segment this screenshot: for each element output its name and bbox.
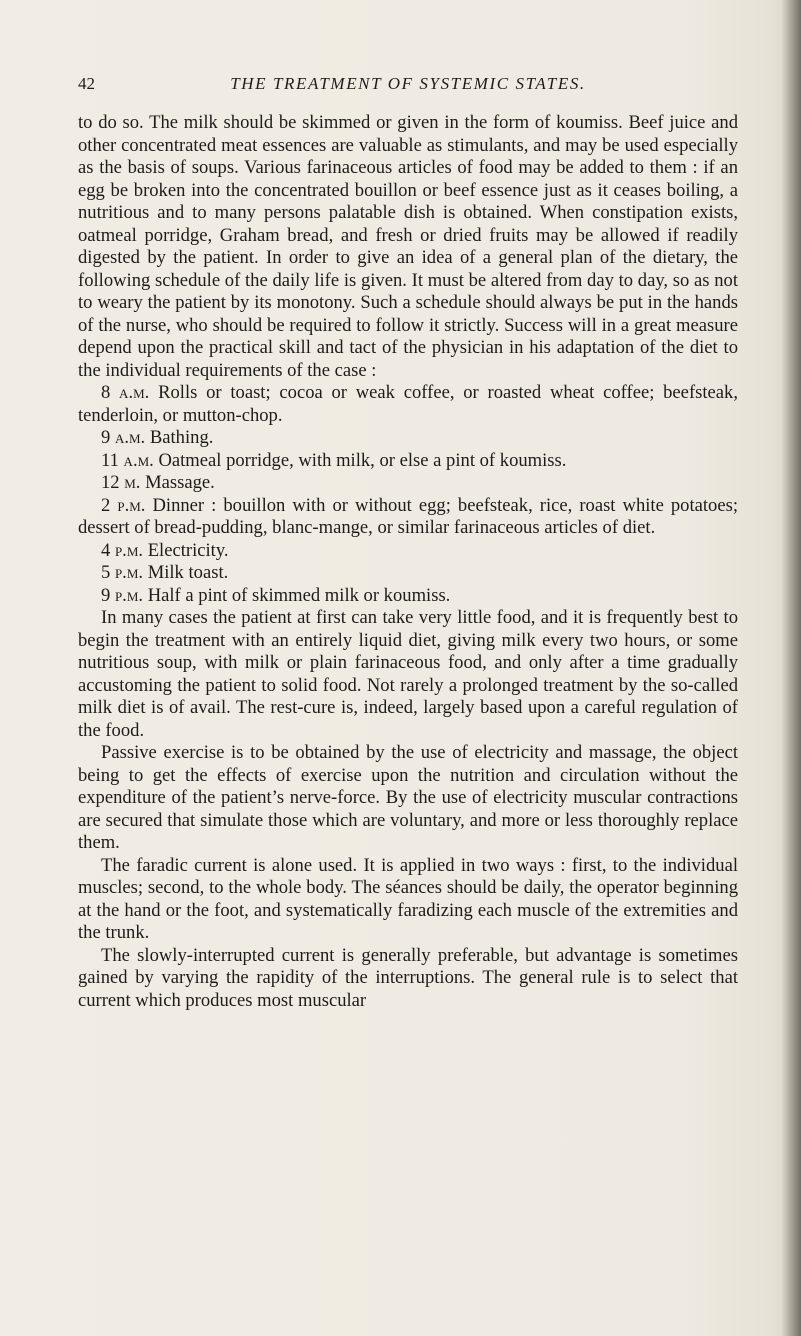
paragraph-liquid-diet: In many cases the patient at first can take very little food, and it is frequently best to begin the treatment with an entirely liquid diet, giving milk every two hours, or some nutritious soup, with milk or plain farinaceous food, and only after a time gradually accustoming the patient to solid food. Not rarely a prolonged treatment by the so-called milk diet is of avail. The rest-cure is, indeed, largely based upon a careful regulation of the food. bbox=[78, 607, 738, 741]
schedule-time: 9 p.m. bbox=[101, 584, 144, 606]
schedule-time: 2 p.m. bbox=[101, 494, 146, 516]
running-title: THE TREATMENT OF SYSTEMIC STATES. bbox=[230, 74, 586, 93]
body-text bbox=[78, 112, 738, 1012]
schedule-entry-4pm bbox=[78, 540, 738, 563]
schedule-time: 5 p.m. bbox=[101, 562, 144, 583]
schedule-entry-11am bbox=[78, 450, 738, 473]
schedule-entry-9am bbox=[78, 427, 738, 450]
schedule-text: Half a pint of skimmed milk or koumiss. bbox=[147, 584, 451, 606]
schedule-time: 4 p.m. bbox=[101, 539, 144, 561]
page-binding-edge bbox=[781, 0, 801, 1336]
paragraph-diet-intro: to do so. The milk should be skimmed or given in the form of koumiss. Beef juice and other concentrated meat essences are valuable as stimulants, and may be used especially as the basis of soups. Various farinaceous articles of food may be added to them : if an egg be broken into the concentrated bouillon or beef essence just as it ceases boiling, a nutritious and to many persons palatable dish is obtained. When constipation exists, oatmeal porridge, Graham bread, and fresh or dried fruits may be allowed if readily digested by the patient. In order to give an idea of a general plan of the dietary, the following schedule of the daily life is given. It must be altered from day to day, so as not to weary the patient by its monotony. Such a schedule should always be put in the hands of the nurse, who should be required to follow it strictly. Success will in a great measure depend upon the practical skill and tact of the physician in his adaptation of the diet to the individual requirements of the case : bbox=[78, 112, 738, 381]
schedule-text: Dinner : bouillon with or without egg; beefsteak, rice, roast white potatoes; dessert of bread-pudding, blanc-mange, or similar farinaceous articles of diet. bbox=[78, 494, 738, 538]
paragraph-passive-exercise: Passive exercise is to be obtained by the use of electricity and massage, the object being to get the effects of exercise upon the nutrition and circulation without the expenditure of the patient’s nerve-force. By the use of electricity muscular contractions are secured that simulate those which are voluntary, and more or less thoroughly replace them. bbox=[78, 742, 738, 853]
schedule-text: Rolls or toast; cocoa or weak coffee, or roasted wheat coffee; beefsteak, tenderloin, or mutton-chop. bbox=[78, 382, 738, 426]
running-head bbox=[78, 74, 738, 98]
schedule-time: 11 a.m. bbox=[101, 449, 154, 471]
schedule-time: 9 a.m. bbox=[101, 427, 146, 448]
schedule-time: 12 m. bbox=[101, 472, 141, 493]
schedule-text: Electricity. bbox=[147, 539, 229, 561]
paragraph-interrupted-current: The slowly-interrupted current is generally preferable, but advantage is sometimes gained by varying the rapidity of the interruptions. The general rule is to select that current which produces most muscular bbox=[78, 944, 738, 1011]
schedule-time: 8 a.m. bbox=[101, 382, 150, 403]
schedule-entry-8am bbox=[78, 382, 738, 427]
schedule-text: Oatmeal porridge, with milk, or else a pint of koumiss. bbox=[158, 449, 567, 471]
schedule-text: Milk toast. bbox=[147, 562, 229, 583]
schedule-entry-12m bbox=[78, 472, 738, 495]
paragraph-faradic-current: The faradic current is alone used. It is applied in two ways : first, to the individual muscles; second, to the whole body. The séances should be daily, the operator beginning at the hand or the foot, and systematically faradizing each muscle of the extremities and the trunk. bbox=[78, 854, 738, 943]
schedule-text: Massage. bbox=[145, 472, 215, 493]
schedule-entry-9pm bbox=[78, 585, 738, 608]
schedule-entry-5pm bbox=[78, 562, 738, 585]
page-number: 42 bbox=[78, 74, 95, 93]
schedule-entry-2pm bbox=[78, 495, 738, 540]
schedule-text: Bathing. bbox=[149, 427, 214, 448]
